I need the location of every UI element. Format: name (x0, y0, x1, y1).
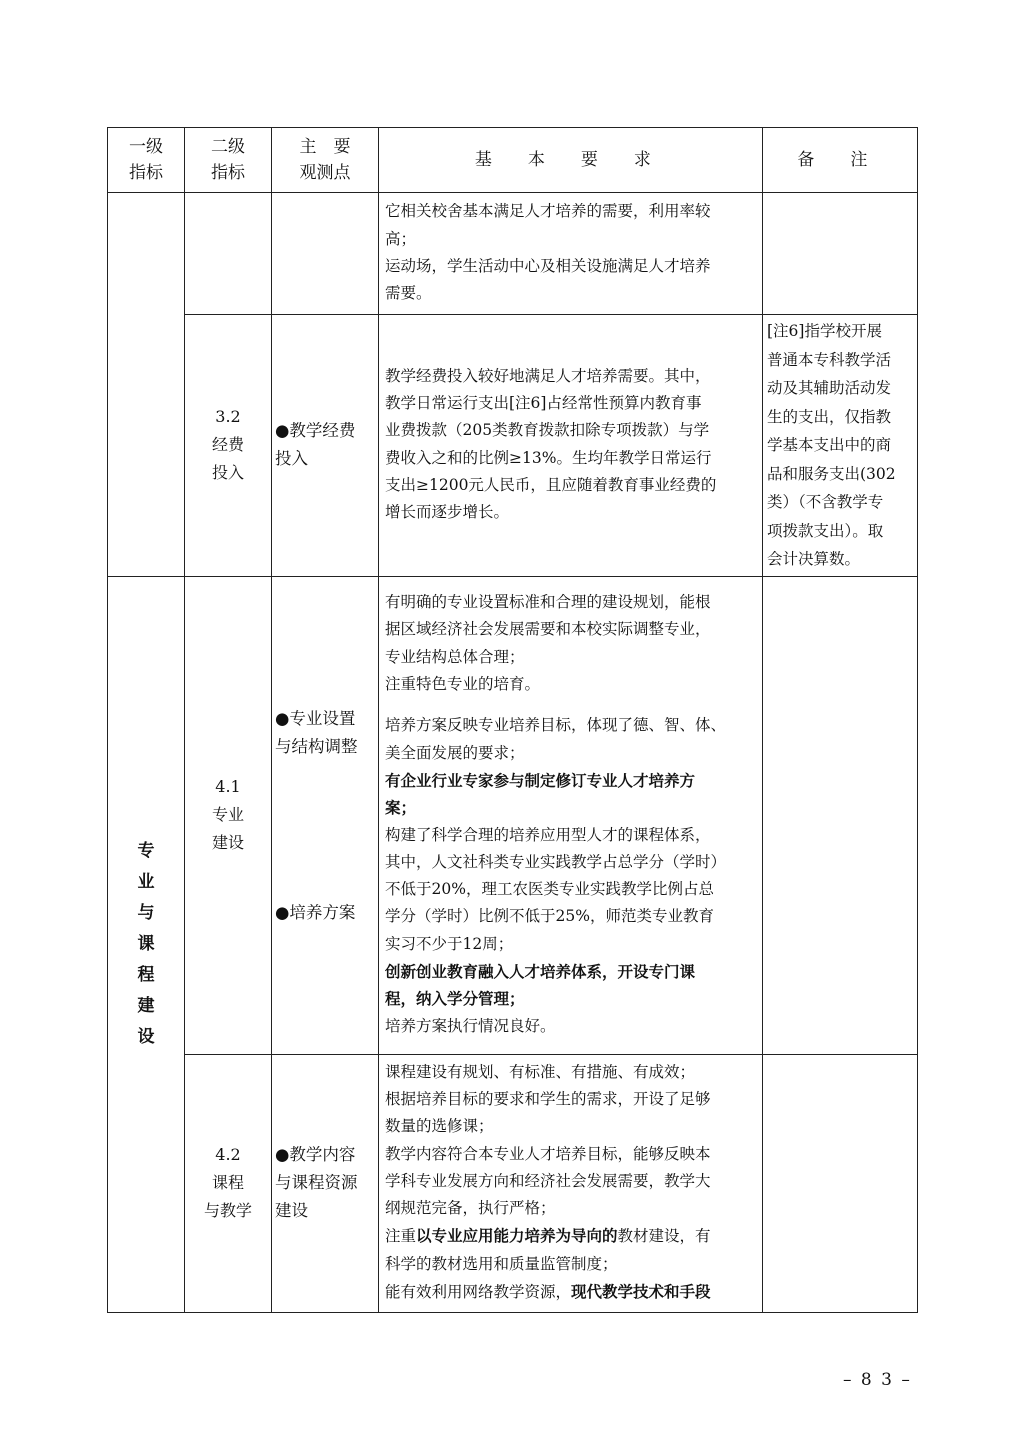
secondary-indicator-cell: 3.2 经费 投入 (185, 315, 272, 577)
textbook-requirement-line: 注重以专业应用能力培养为导向的教材建设，有 (385, 1226, 711, 1246)
header-secondary-indicator: 二级 指标 (185, 128, 272, 193)
requirements-cell: 课程建设有规划、有标准、有措施、有成效； 根据培养目标的要求和学生的需求，开设了足够 数量的选修课； 教学内容符合本专业人才培养目标，能够反映本 学科专业发展方向和经济社会发展需要，教学大 纲规范完备，执行严格； 注重以专业应用能力培养为导向的教材建设，有 科学的教材选用和质量监管制度； 能有效利用网络教学资源，现代教学技术和手段 (379, 1054, 763, 1312)
notes-cell (763, 576, 918, 1054)
requirements-cell: 有明确的专业设置标准和合理的建设规划，能根 据区域经济社会发展需要和本校实际调整专业， 专业结构总体合理； 注重特色专业的培育。 培养方案反映专业培养目标，体现了德、智、体、 美全面发展的要求； 有企业行业专家参与制定修订专业人才培养方 案； 构建了科学合理的培养应用型人才的课程体系， 其中，人文社科类专业实践教学占总学分（学时） 不低于20%，理工农医类专业实践教学比例占总 学分（学时）比例不低于25%，师范类专业教育 实习不少于12周； 创新创业教育融入人才培养体系，开设专门课 程，纳入学分管理； 培养方案执行情况良好。 (379, 576, 763, 1054)
header-row (108, 128, 918, 193)
table-row (108, 193, 918, 315)
header-observation-point: 主 要 观测点 (272, 128, 379, 193)
page-number: – 8 3 – (843, 1370, 912, 1390)
requirements-cell: 教学经费投入较好地满足人才培养需要。其中， 教学日常运行支出[注6]占经常性预算内教育事 业费拨款（205类教育拨款扣除专项拨款）与学 费收入之和的比例≥13%。生均年教学日常运行 支出≥1200元人民币，且应随着教育事业经费的 增长而逐步增长。 (379, 315, 763, 577)
secondary-indicator-cell: 4.2 课程 与教学 (185, 1054, 272, 1312)
secondary-indicator-cell: 4.1 专业 建设 (185, 576, 272, 1054)
observation-major-setting: ●专业设置 与结构调整 (275, 708, 358, 756)
notes-cell (763, 193, 918, 315)
observation-cell (272, 193, 379, 315)
header-basic-requirements: 基 本 要 求 (379, 128, 763, 193)
observation-cell (272, 576, 379, 1054)
table-row (108, 576, 918, 1054)
notes-cell (763, 1054, 918, 1312)
notes-cell: [注6]指学校开展 普通本专科教学活 动及其辅助活动发 生的支出，仅指教 学基本支出中的商 品和服务支出(302 类）（不含教学专 项拨款支出）。取 会计决算数。 (763, 315, 918, 577)
table-row (108, 315, 918, 577)
resources-requirement-line: 能有效利用网络教学资源，现代教学技术和手段 (385, 1282, 711, 1302)
observation-training-plan: ●培养方案 (275, 902, 356, 922)
header-notes: 备 注 (763, 128, 918, 193)
requirements-cell: 它相关校舍基本满足人才培养的需要，利用率较 高； 运动场，学生活动中心及相关设施满足人才培养 需要。 (379, 193, 763, 315)
primary-indicator-cell: 专 业 与 课 程 建 设 (108, 576, 185, 1312)
observation-cell: ●教学经费 投入 (272, 315, 379, 577)
header-primary-indicator: 一级 指标 (108, 128, 185, 193)
observation-cell: ●教学内容 与课程资源 建设 (272, 1054, 379, 1312)
primary-indicator-cell-empty (108, 193, 185, 577)
table-row (108, 1054, 918, 1312)
secondary-indicator-cell (185, 193, 272, 315)
evaluation-table (107, 127, 918, 1313)
